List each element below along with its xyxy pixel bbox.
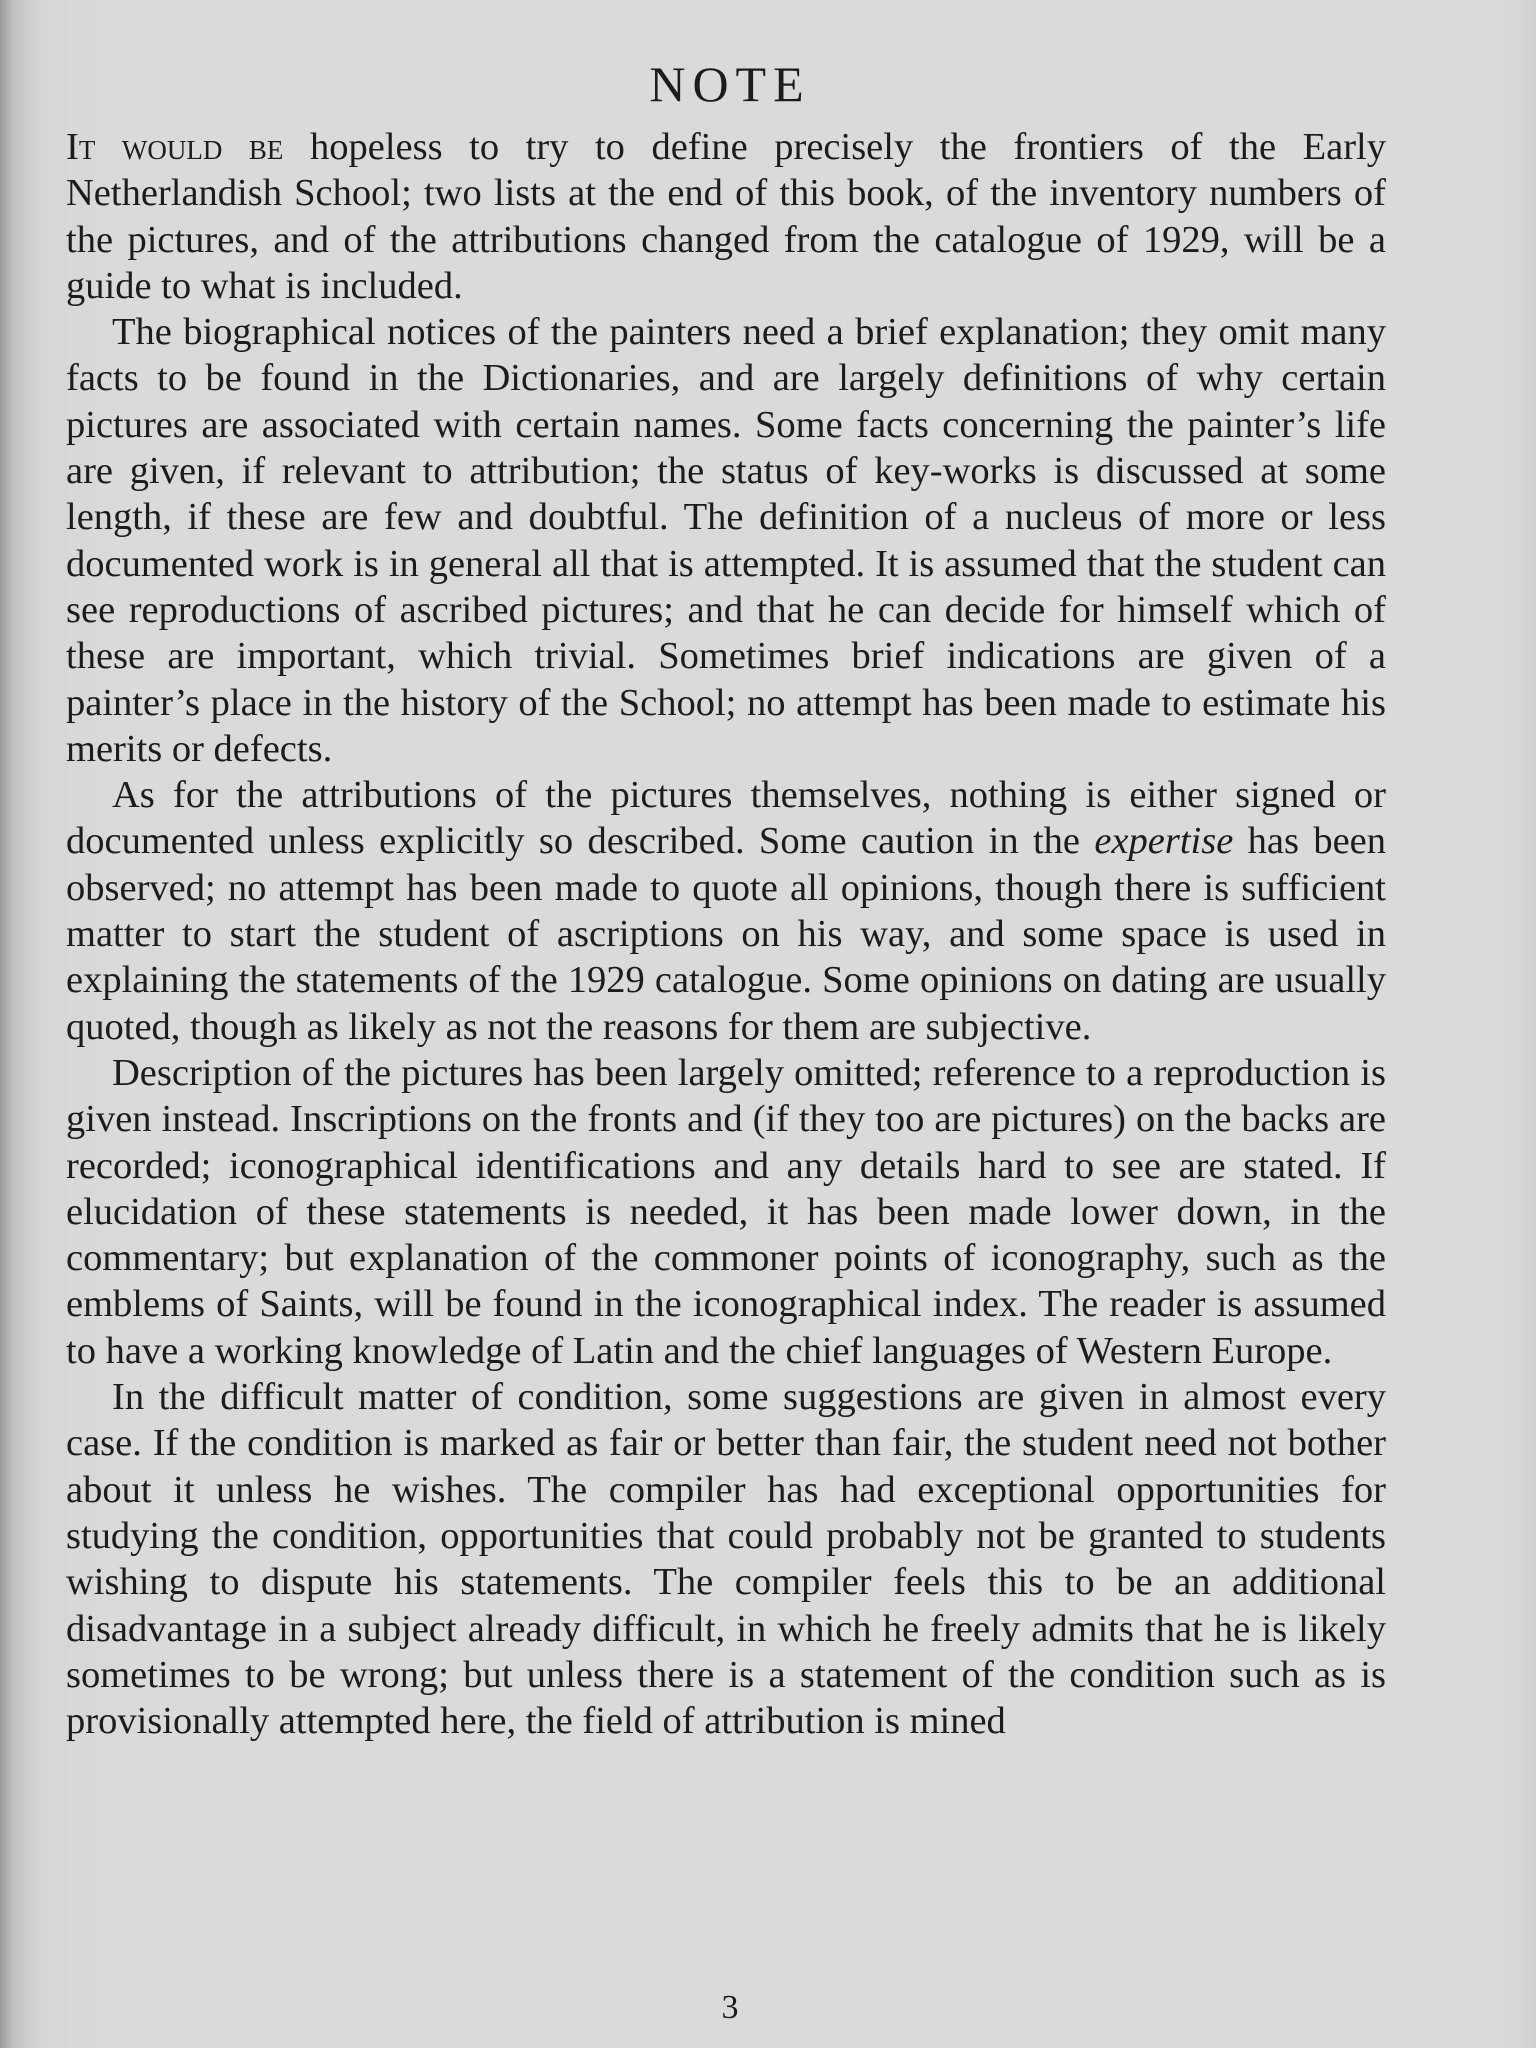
paragraph-1 <box>66 124 1386 309</box>
paragraph-3-text-before: As for the attributions of the pictures themselves, nothing is either signed or documented unless explicitly so described. Some caution in the <box>66 774 1386 863</box>
paragraph-3 <box>66 772 1386 1050</box>
paragraph-3-text-after: has been observed; no attempt has been made to quote all opinions, though there is sufficient matter to start the student of ascriptions on his way, and some space is used in explaining the statements of the 1929 catalogue. Some opinions on dating are usually quoted, though as likely as not the reasons for them are subjective. <box>66 820 1387 1048</box>
page-number: 3 <box>721 1989 739 2026</box>
note-body <box>66 124 1386 1744</box>
paragraph-1-text: hopeless to try to define precisely the frontiers of the Early Netherlandish School; two lists at the end of this book, of the inventory numbers of the pictures, and of the attributions changed from the catalogue of 1929, will be a guide to what is included. <box>66 126 1386 307</box>
page-title: NOTE <box>649 55 811 112</box>
paragraph-3-italic: expertise <box>1094 820 1234 863</box>
paragraph-4: Description of the pictures has been largely omitted; reference to a reproduction is given instead. Inscriptions on the fronts and (if they too are pictures) on the backs are recorded; iconographical identifications and any details hard to see are stated. If elucidation of these statements is needed, it has been made lower down, in the commentary; but explanation of the commoner points of iconography, such as the emblems of Saints, will be found in the iconographical index. The reader is assumed to have a working knowledge of Latin and the chief languages of Western Europe. <box>66 1051 1386 1372</box>
paragraph-5: In the difficult matter of condition, some suggestions are given in almost every case. If the condition is marked as fair or better than fair, the student need not bother about it unless he wishes. The compiler has had exceptional opportunities for studying the condition, opportunities that could probably not be granted to students wishing to dispute his statements. The compiler feels this to be an additional disadvantage in a subject already difficult, in which he freely admits that he is likely sometimes to be wrong; but unless there is a statement of the condition such as is provisionally attempted here, the field of attribution is mined <box>66 1376 1386 1743</box>
paragraph-2: The biographical notices of the painters need a brief explanation; they omit many facts to be found in the Dictionaries, and are largely definitions of why certain pictures are associated with certain names. Some facts concerning the painter’s life are given, if relevant to attribution; the status of key-works is discussed at some length, if these are few and doubtful. The definition of a nucleus of more or less documented work is in general all that is attempted. It is assumed that the student can see reproductions of ascribed pictures; and that he can decide for himself which of these are important, which trivial. Sometimes brief indications are given of a painter’s place in the history of the School; no attempt has been made to estimate his merits or defects. <box>66 311 1386 770</box>
paragraph-1-lead: It would be <box>66 126 284 168</box>
